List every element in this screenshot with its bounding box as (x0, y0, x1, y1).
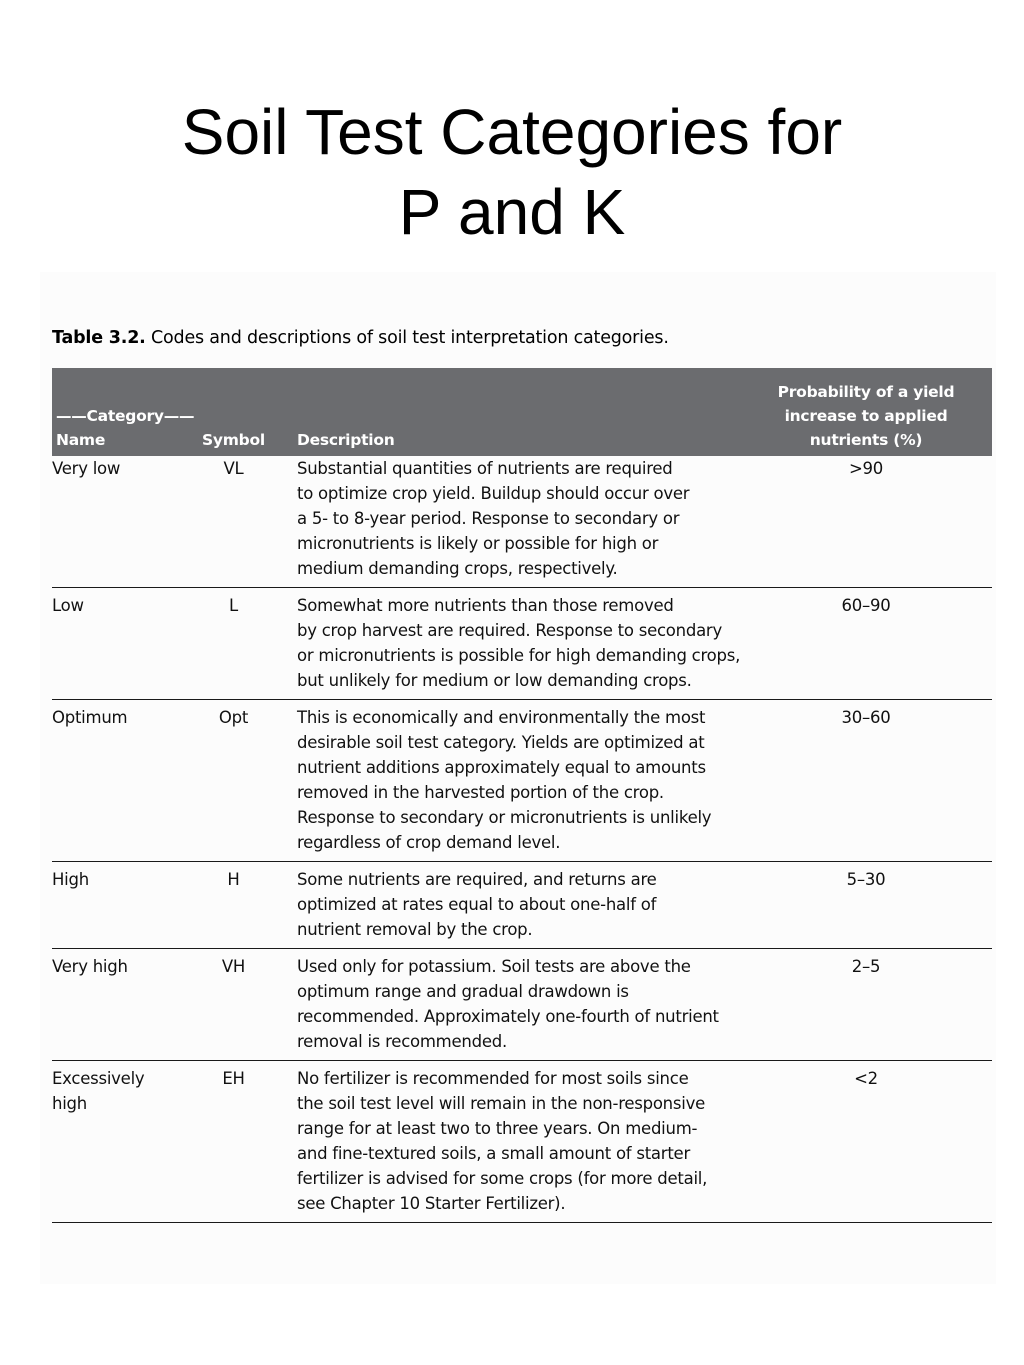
table-caption-label: Table 3.2. (52, 328, 146, 348)
description-line: regardless of crop demand level. (297, 833, 561, 852)
table-caption (52, 328, 669, 348)
description-cell (297, 456, 752, 588)
description-line: This is economically and environmentally the most (297, 708, 706, 727)
category-name-line: Very high (52, 957, 128, 976)
description-line: optimum range and gradual drawdown is (297, 982, 629, 1001)
probability-header-line-3: nutrients (%) (809, 431, 923, 449)
probability-column-header (752, 368, 992, 456)
probability-header-line-1: Probability of a yield (777, 383, 955, 401)
table-caption-text: Codes and descriptions of soil test interpretation categories. (145, 328, 669, 348)
name-column-header: Name (56, 431, 106, 449)
category-name-line: Low (52, 596, 84, 615)
category-name-cell (52, 700, 170, 862)
soil-test-categories-table (52, 368, 992, 1223)
description-line: fertilizer is advised for some crops (for more detail, (297, 1169, 708, 1188)
category-symbol-cell: VL (223, 459, 244, 478)
probability-cell: 30–60 (841, 708, 891, 727)
description-line: nutrient additions approximately equal to amounts (297, 758, 706, 777)
slide-title (0, 92, 1024, 252)
description-line: Response to secondary or micronutrients is unlikely (297, 808, 712, 827)
description-line: see Chapter 10 Starter Fertilizer). (297, 1194, 566, 1213)
category-symbol-cell: H (227, 870, 240, 889)
description-line: recommended. Approximately one-fourth of nutrient (297, 1007, 719, 1026)
description-line: range for at least two to three years. On medium- (297, 1119, 698, 1138)
category-name-cell (52, 949, 170, 1061)
category-symbol-cell: Opt (218, 708, 249, 727)
description-cell (297, 700, 752, 862)
description-line: removed in the harvested portion of the crop. (297, 783, 664, 802)
description-line: but unlikely for medium or low demanding crops. (297, 671, 692, 690)
description-line: Somewhat more nutrients than those removed (297, 596, 674, 615)
category-symbol-cell: L (229, 596, 238, 615)
description-line: to optimize crop yield. Buildup should occur over (297, 484, 690, 503)
description-cell (297, 1061, 752, 1223)
description-line: and fine-textured soils, a small amount of starter (297, 1144, 690, 1163)
description-cell (297, 588, 752, 700)
table-row (52, 862, 992, 949)
category-name-line: Optimum (52, 708, 128, 727)
probability-header-line-2: increase to applied (784, 407, 948, 425)
category-symbol-cell: EH (222, 1069, 245, 1088)
description-column-header: Description (297, 368, 752, 456)
description-line: medium demanding crops, respectively. (297, 559, 618, 578)
probability-cell: 2–5 (851, 957, 881, 976)
symbol-column-header: Symbol (202, 431, 265, 449)
description-line: No fertilizer is recommended for most soils since (297, 1069, 689, 1088)
description-line: removal is recommended. (297, 1032, 507, 1051)
table-header-row (52, 368, 992, 456)
category-name-line: high (52, 1094, 87, 1113)
probability-cell: 60–90 (841, 596, 891, 615)
table-body (52, 456, 992, 1223)
category-name-line: High (52, 870, 89, 889)
description-line: a 5- to 8-year period. Response to secondary or (297, 509, 680, 528)
table-row (52, 588, 992, 700)
category-symbol-cell: VH (221, 957, 246, 976)
description-cell (297, 862, 752, 949)
table-row (52, 1061, 992, 1223)
category-name-cell (52, 588, 170, 700)
slide-title-line-1: Soil Test Categories for (181, 96, 843, 168)
probability-cell: >90 (848, 459, 884, 478)
table-row (52, 456, 992, 588)
description-line: micronutrients is likely or possible for high or (297, 534, 659, 553)
probability-cell: 5–30 (846, 870, 886, 889)
description-line: nutrient removal by the crop. (297, 920, 533, 939)
description-line: Substantial quantities of nutrients are required (297, 459, 673, 478)
table-row (52, 949, 992, 1061)
description-line: the soil test level will remain in the non-responsive (297, 1094, 705, 1113)
description-line: by crop harvest are required. Response to secondary (297, 621, 722, 640)
category-name-line: Very low (52, 459, 121, 478)
category-name-line: Excessively (52, 1069, 145, 1088)
description-line: or micronutrients is possible for high demanding crops, (297, 646, 741, 665)
description-cell (297, 949, 752, 1061)
description-line: desirable soil test category. Yields are optimized at (297, 733, 705, 752)
description-line: Some nutrients are required, and returns are (297, 870, 657, 889)
category-name-cell (52, 1061, 170, 1223)
description-line: Used only for potassium. Soil tests are above the (297, 957, 691, 976)
slide-title-line-2: P and K (398, 176, 626, 248)
category-name-cell (52, 456, 170, 588)
table-row (52, 700, 992, 862)
probability-cell: <2 (854, 1069, 878, 1088)
category-header (52, 368, 297, 456)
description-line: optimized at rates equal to about one-half of (297, 895, 657, 914)
category-group-header: ——Category—— (56, 407, 195, 425)
category-name-cell (52, 862, 170, 949)
